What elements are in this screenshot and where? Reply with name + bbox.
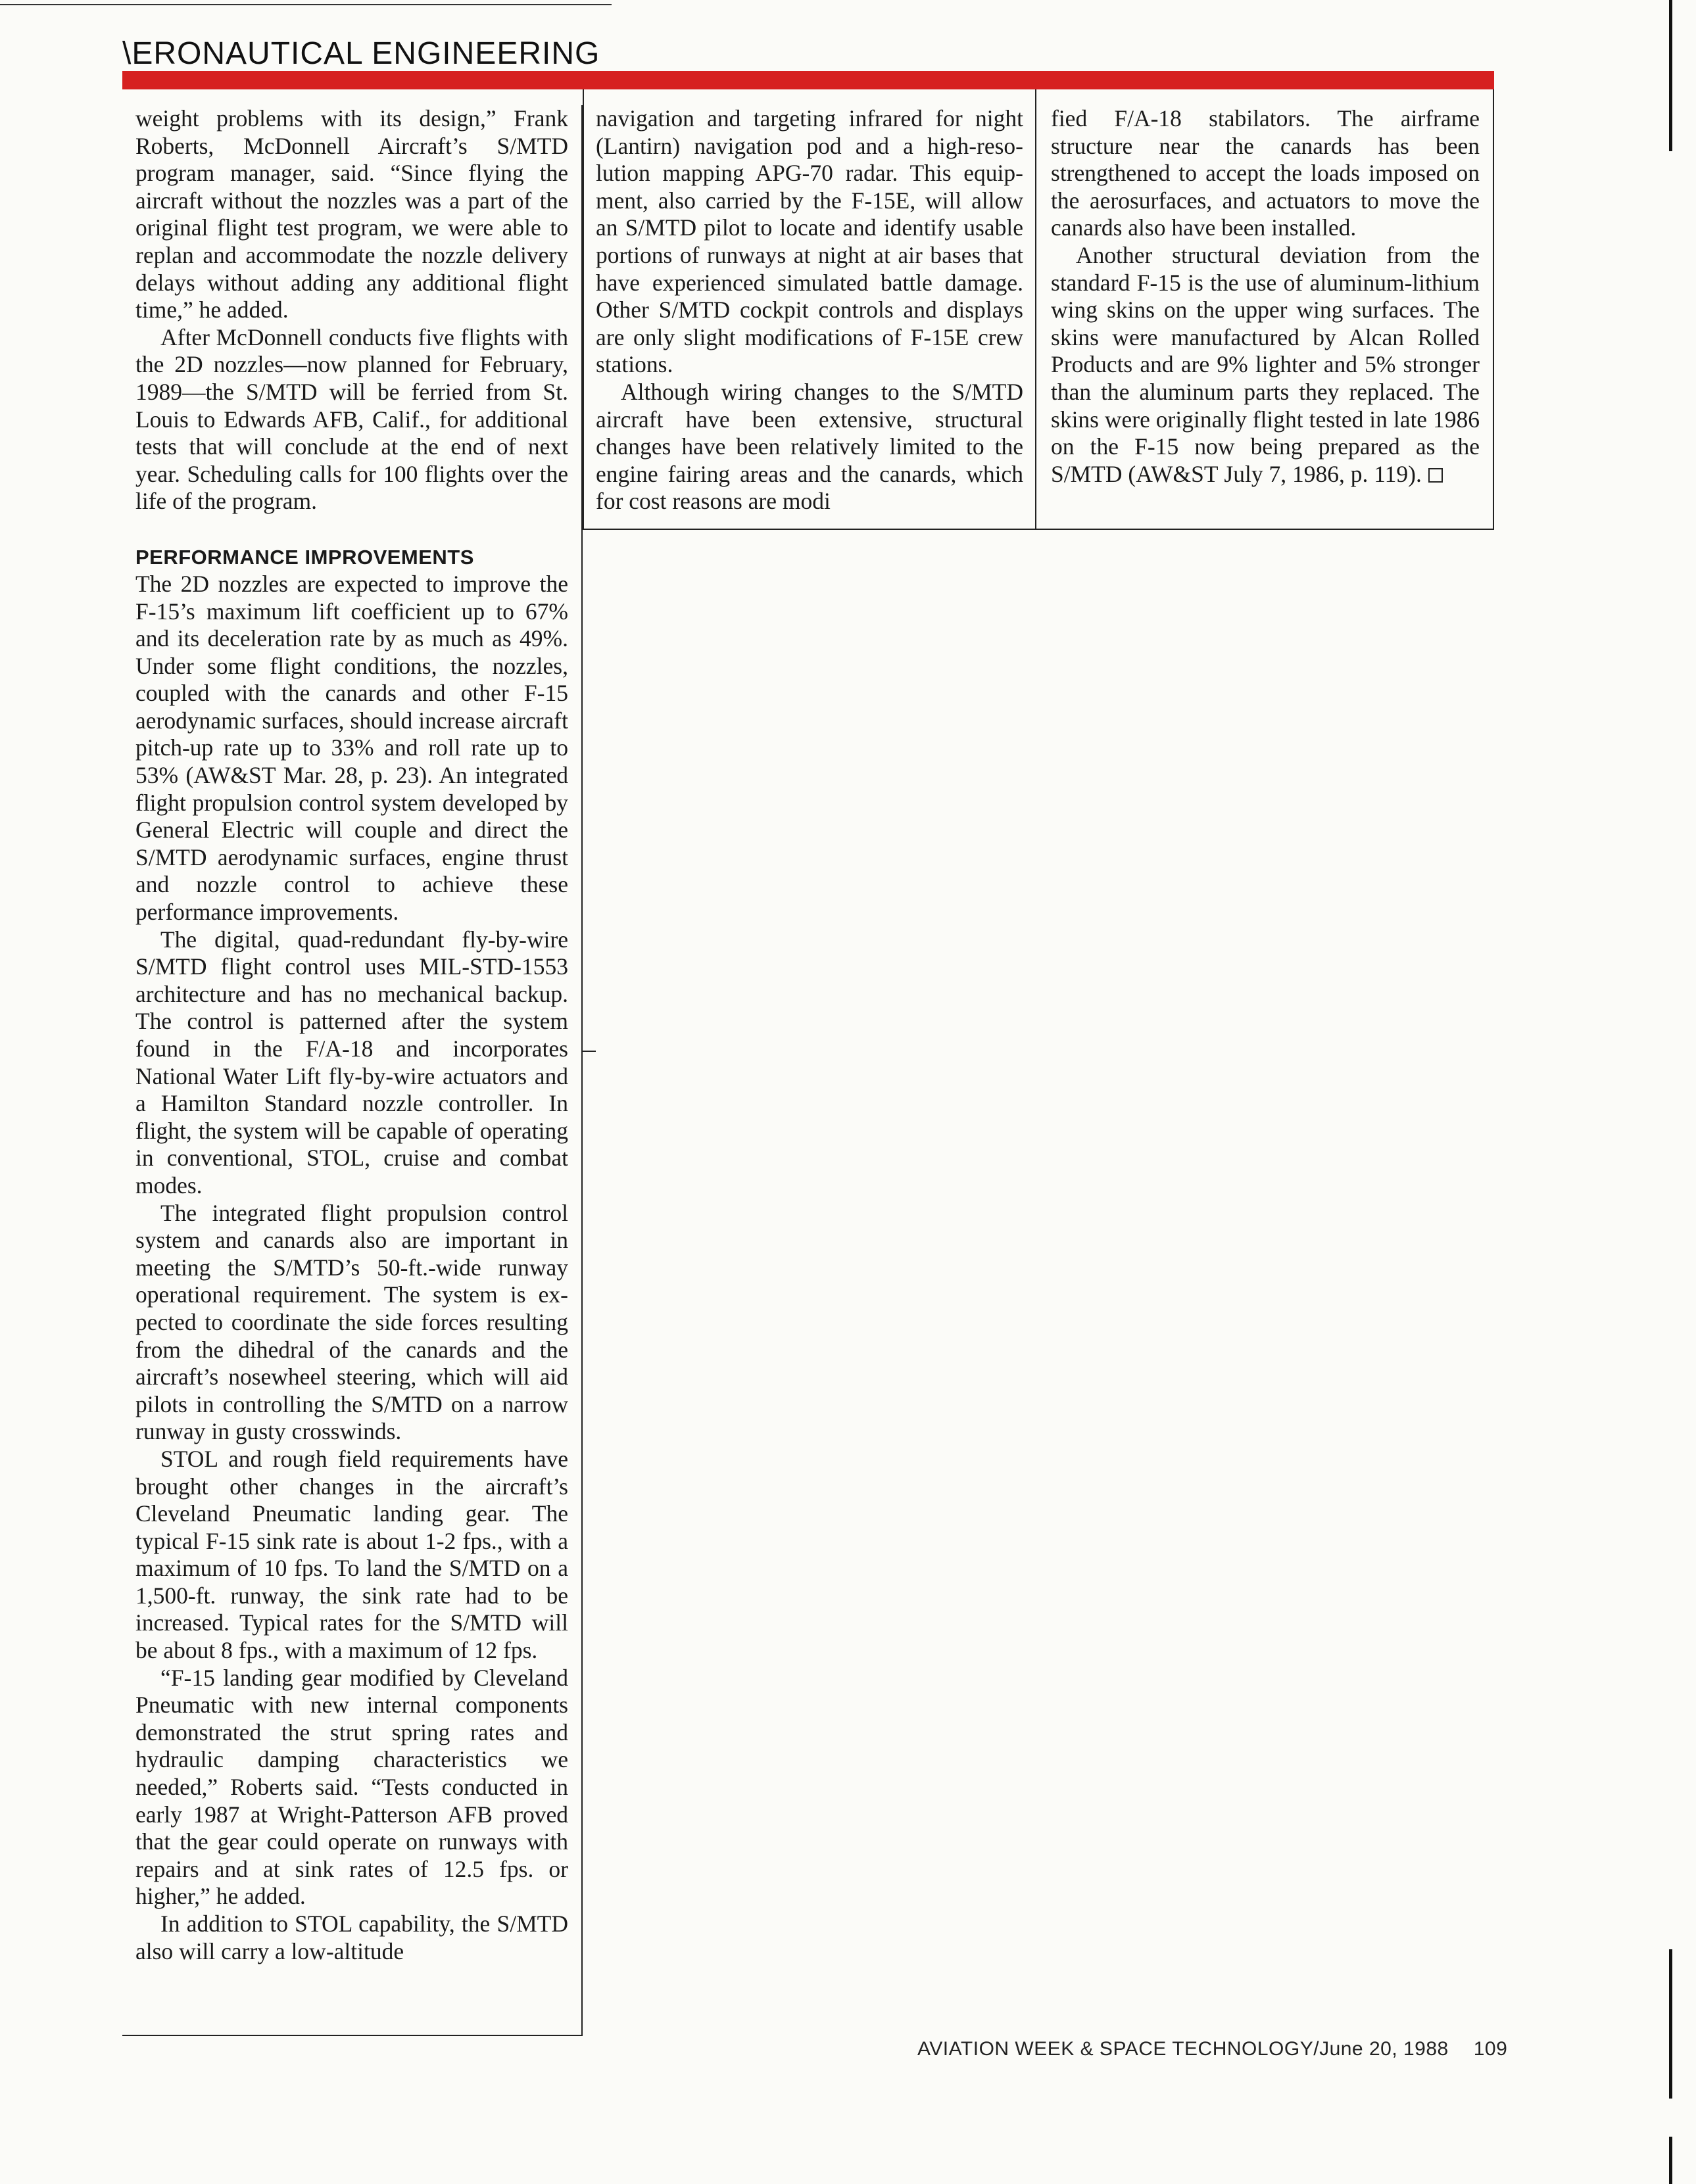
page-footer bbox=[917, 2038, 1508, 2060]
paragraph: The integrated flight propulsion control system and canards also are important in meeting the S/MTD’s 50-ft.-wide runway operational requirement. The system is expected to coordinate the side forces resulting from the dihedral of the canards and the aircraft’s nosewheel steering, which will aid pilots in controlling the S/MTD on a narrow runway in gusty crosswinds. bbox=[135, 1199, 568, 1445]
end-of-article-box-icon bbox=[1428, 468, 1443, 483]
top-rule bbox=[0, 4, 612, 5]
paragraph: Another structural deviation from the standard F-15 is the use of aluminum-lithium wing skins on the upper wing surfaces. The skins were manufactured by Alcan Rolled Products and are 9% lighter and 5% stronger than the aluminum parts they replaced. The skins were originally flight tested in late 1986 on the F-15 now being prepared as the S/MTD (AW&ST July 7, 1986, p. 119). bbox=[1051, 241, 1480, 487]
subheading: PERFORMANCE IMPROVEMENTS bbox=[135, 545, 474, 569]
paragraph: The digital, quad-redundant fly-by-wire S/MTD flight control uses MIL-STD-1553 architecture and has no mechanical backup. The control is patterned after the system found in the F/A-18 and incorporates National Water Lift fly-by-wire actuators and a Hamilton Standard nozzle controller. In flight, the system will be capable of operating in conventional, STOL, cruise and combat modes. bbox=[135, 926, 568, 1199]
article-column-1 bbox=[122, 105, 583, 2036]
page-edge-line bbox=[1669, 2137, 1672, 2184]
article-column-3 bbox=[1036, 89, 1494, 530]
page-edge-line bbox=[1669, 1949, 1672, 2099]
page-edge-line bbox=[1669, 0, 1672, 151]
paragraph: STOL and rough field requirements have brought other changes in the aircraft’s Cleveland Pneumatic landing gear. The typical F-15 sink rate is about 1-2 fps., with a maximum of 10 fps. To land the S/MTD on a 1,500-ft. runway, the sink rate had to be increased. Typical rates for the S/MTD will be about 8 fps., with a maximum of 12 fps. bbox=[135, 1445, 568, 1664]
paragraph: weight problems with its design,” Frank Roberts, McDonnell Aircraft’s S/MTD program manager, said. “Since flying the aircraft without the nozzles was a part of the original flight test program, we were able to replan and accommodate the nozzle delivery delays without adding any additional flight time,” he added. bbox=[135, 105, 568, 323]
paragraph: “F-15 landing gear modified by Cleveland Pneumatic with new internal components demonstrated the strut spring rates and hydraulic damping characteristics we needed,” Roberts said. “Tests conducted in early 1987 at Wright-Patterson AFB proved that the gear could operate on runways with repairs and at sink rates of 12.5 fps. or higher,” he added. bbox=[135, 1664, 568, 1910]
paragraph: After McDonnell conducts five flights with the 2D nozzles—now planned for February, 1989—the S/MTD will be ferried from St. Louis to Edwards AFB, Calif., for additional tests that will conclude at the end of next year. Scheduling calls for 100 flights over the life of the program. bbox=[135, 323, 568, 515]
column-rule-tick bbox=[583, 1051, 596, 1052]
paragraph: In addition to STOL capability, the S/MTD also will carry a low-altitude bbox=[135, 1911, 568, 1964]
section-title: \ERONAUTICAL ENGINEERING bbox=[122, 36, 600, 71]
paragraph: fied F/A-18 stabilators. The airframe structure near the canards has been strengthened to accept the loads imposed on the aerosurfaces, and actuators to move the canards also have been installed. bbox=[1051, 105, 1480, 241]
paragraph: navigation and targeting infrared for night (Lantirn) navigation pod and a high-resolution mapping APG-70 radar. This equipment, also carried by the F-15E, will allow an S/MTD pilot to locate and identify usable portions of runways at night at air bases that have experienced simulated battle damage. Other S/MTD cockpit controls and displays are only slight modifications of F-15E crew stations. bbox=[596, 105, 1023, 378]
publication-line: AVIATION WEEK & SPACE TECHNOLOGY/June 20, 1988 bbox=[917, 2038, 1449, 2060]
article-column-2 bbox=[583, 89, 1036, 530]
paragraph: Although wiring changes to the S/MTD aircraft have been extensive, structural changes have been relatively limited to the engine fairing areas and the canards, which for cost reasons are modi bbox=[596, 378, 1023, 515]
citation: AW&ST bbox=[193, 762, 276, 789]
section-color-bar bbox=[122, 71, 1494, 89]
paragraph: The 2D nozzles are expected to improve the F-15’s maximum lift coefficient up to 67% and its deceleration rate by as much as 49%. Under some flight conditions, the nozzles, coupled with the canards and other F-15 aerodynamic surfaces, should increase aircraft pitch-up rate up to 33% and roll rate up to 53% (AW&ST Mar. 28, p. 23). An integrated flight propulsion control system developed by General Electric will couple and direct the S/MTD aerodynamic surfaces, engine thrust and nozzle control to achieve these performance improvements. bbox=[135, 570, 568, 926]
citation: AW&ST bbox=[1136, 460, 1219, 487]
page-number: 109 bbox=[1473, 2038, 1508, 2060]
